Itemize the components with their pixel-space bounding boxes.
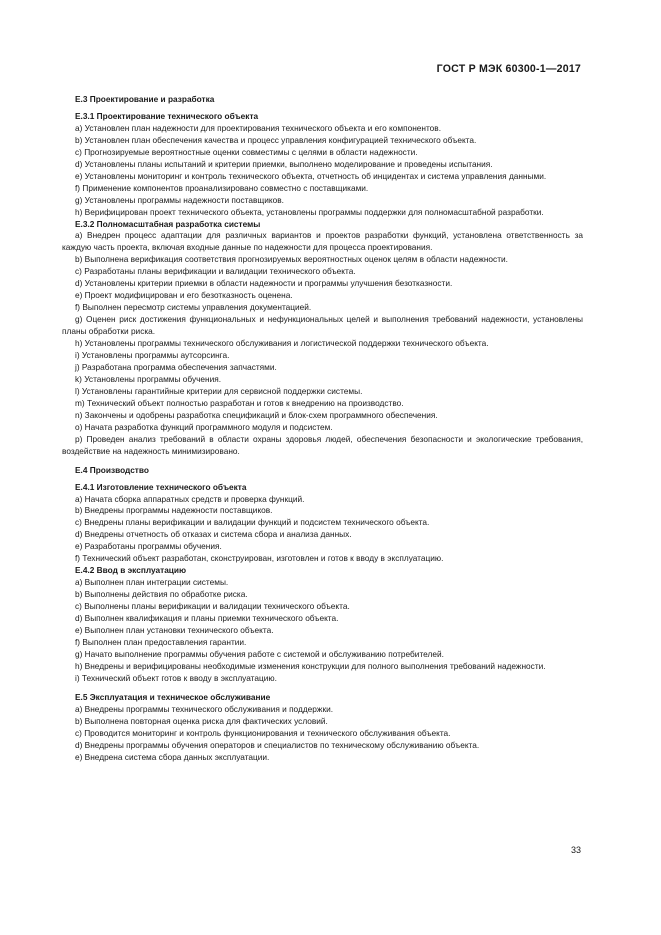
list-item: е) Проект модифицирован и его безотказность оценена. <box>75 290 293 301</box>
list-item: f) Применение компонентов проанализировано совместно с поставщиками. <box>75 182 369 193</box>
list-item: g) Установлены программы надежности поставщиков. <box>75 194 284 205</box>
list-item: h) Установлены программы технического обслуживания и логистической поддержки технического объекта. <box>75 338 489 349</box>
standard-header: ГОСТ Р МЭК 60300-1—2017 <box>436 63 581 75</box>
list-item: b) Выполнены действия по обработке риска. <box>75 589 248 600</box>
section-title: Е.5 Эксплуатация и техническое обслуживание <box>75 691 271 702</box>
list-item: е) Внедрена система сбора данных эксплуатации. <box>75 751 270 762</box>
list-item: а) Начата сборка аппаратных средств и проверка функций. <box>75 493 305 504</box>
list-item: b) Внедрены программы надежности поставщиков. <box>75 505 273 516</box>
subsection-title: Е.4.2 Ввод в эксплуатацию <box>75 565 187 576</box>
list-item: i) Технический объект готов к вводу в эксплуатацию. <box>75 672 277 683</box>
list-item: m) Технический объект полностью разработан и готов к внедрению на производство. <box>75 397 404 408</box>
list-item: g) Оценен риск достижения функциональных и нефункциональных целей и выполнения требований надежности, установлены планы обработки риска. <box>62 314 583 337</box>
list-item: d) Выполнен квалификация и планы приемки технического объекта. <box>75 613 339 624</box>
list-item: f) Выполнен план предоставления гарантии. <box>75 636 247 647</box>
section-title: Е.3 Проектирование и разработка <box>75 94 215 104</box>
list-item: с) Выполнены планы верификации и валидации технического объекта. <box>75 601 350 612</box>
list-item: р) Проведен анализ требований в области охраны здоровья людей, обеспечения безопасности и экологические требования, воздействие на надежность минимизировано. <box>62 433 583 456</box>
subsection-title: Е.4.1 Изготовление технического объекта <box>75 481 247 492</box>
list-item: а) Установлен план надежности для проектирования технического объекта и его компонентов. <box>75 122 442 133</box>
list-item: h) Верифицирован проект технического объекта, установлены программы поддержки для полномасштабной разработки. <box>75 206 544 217</box>
subsection-title: Е.3.1 Проектирование технического объекта <box>75 110 259 121</box>
list-item: d) Установлены критерии приемки в области надежности и программы улучшения безотказности. <box>75 278 453 289</box>
list-item: е) Разработаны программы обучения. <box>75 541 222 552</box>
list-item: f) Выполнен пересмотр системы управления документацией. <box>75 302 312 313</box>
list-item: b) Выполнена повторная оценка риска для фактических условий. <box>75 715 328 726</box>
list-item: l) Установлены гарантийные критерии для сервисной поддержки системы. <box>75 385 363 396</box>
list-item: а) Внедрены программы технического обслуживания и поддержки. <box>75 703 334 714</box>
list-item: с) Прогнозируемые вероятностные оценки совместимы с целями в области надежности. <box>75 146 418 157</box>
list-item: b) Выполнена верификация соответствия прогнозируемых вероятностных оценок целям в области надежности. <box>75 254 508 265</box>
page-number: 33 <box>570 845 581 855</box>
list-item: g) Начато выполнение программы обучения работе с системой и обслуживанию потребителей. <box>75 648 444 659</box>
list-item: с) Проводится мониторинг и контроль функционирования и технического обслуживания объекта. <box>75 727 451 738</box>
list-item: h) Внедрены и верифицированы необходимые изменения конструкции для полного выполнения требований надежности. <box>75 660 546 671</box>
list-item: с) Внедрены планы верификации и валидации функций и подсистем технического объекта. <box>75 517 430 528</box>
list-item: а) Внедрен процесс адаптации для различных вариантов и проектов разработки функций, установлена ответственность за каждую часть проекта, включая входные данные по надежности для процесса проектирования. <box>62 230 583 253</box>
section-title: Е.4 Производство <box>75 464 149 475</box>
list-item: j) Разработана программа обеспечения запчастями. <box>75 361 277 372</box>
list-item: с) Разработаны планы верификации и валидации технического объекта. <box>75 266 356 277</box>
list-item: е) Выполнен план установки технического объекта. <box>75 624 274 635</box>
list-item: k) Установлены программы обучения. <box>75 373 222 384</box>
list-item: n) Закончены и одобрены разработка спецификаций и блок-схем программного обеспечения. <box>75 409 438 420</box>
list-item: f) Технический объект разработан, сконструирован, изготовлен и готов к вводу в эксплуатацию. <box>75 553 444 564</box>
list-item: е) Установлены мониторинг и контроль технического объекта, отчетность об инцидентах и система управления данными. <box>75 170 547 181</box>
subsection-title: Е.3.2 Полномасштабная разработка системы <box>75 218 261 229</box>
list-item: о) Начата разработка функций программного модуля и подсистем. <box>75 421 333 432</box>
list-item: а) Выполнен план интеграции системы. <box>75 577 229 588</box>
list-item: d) Внедрены отчетность об отказах и система сбора и анализа данных. <box>75 529 352 540</box>
page-content <box>62 94 583 763</box>
list-item: d) Установлены планы испытаний и критерии приемки, выполнено моделирование и проведены испытания. <box>75 158 493 169</box>
list-item: d) Внедрены программы обучения операторов и специалистов по техническому обслуживанию объекта. <box>75 739 480 750</box>
list-item: i) Установлены программы аутсорсинга. <box>75 350 230 361</box>
list-item: b) Установлен план обеспечения качества и процесс управления конфигурацией технического объекта. <box>75 134 477 145</box>
